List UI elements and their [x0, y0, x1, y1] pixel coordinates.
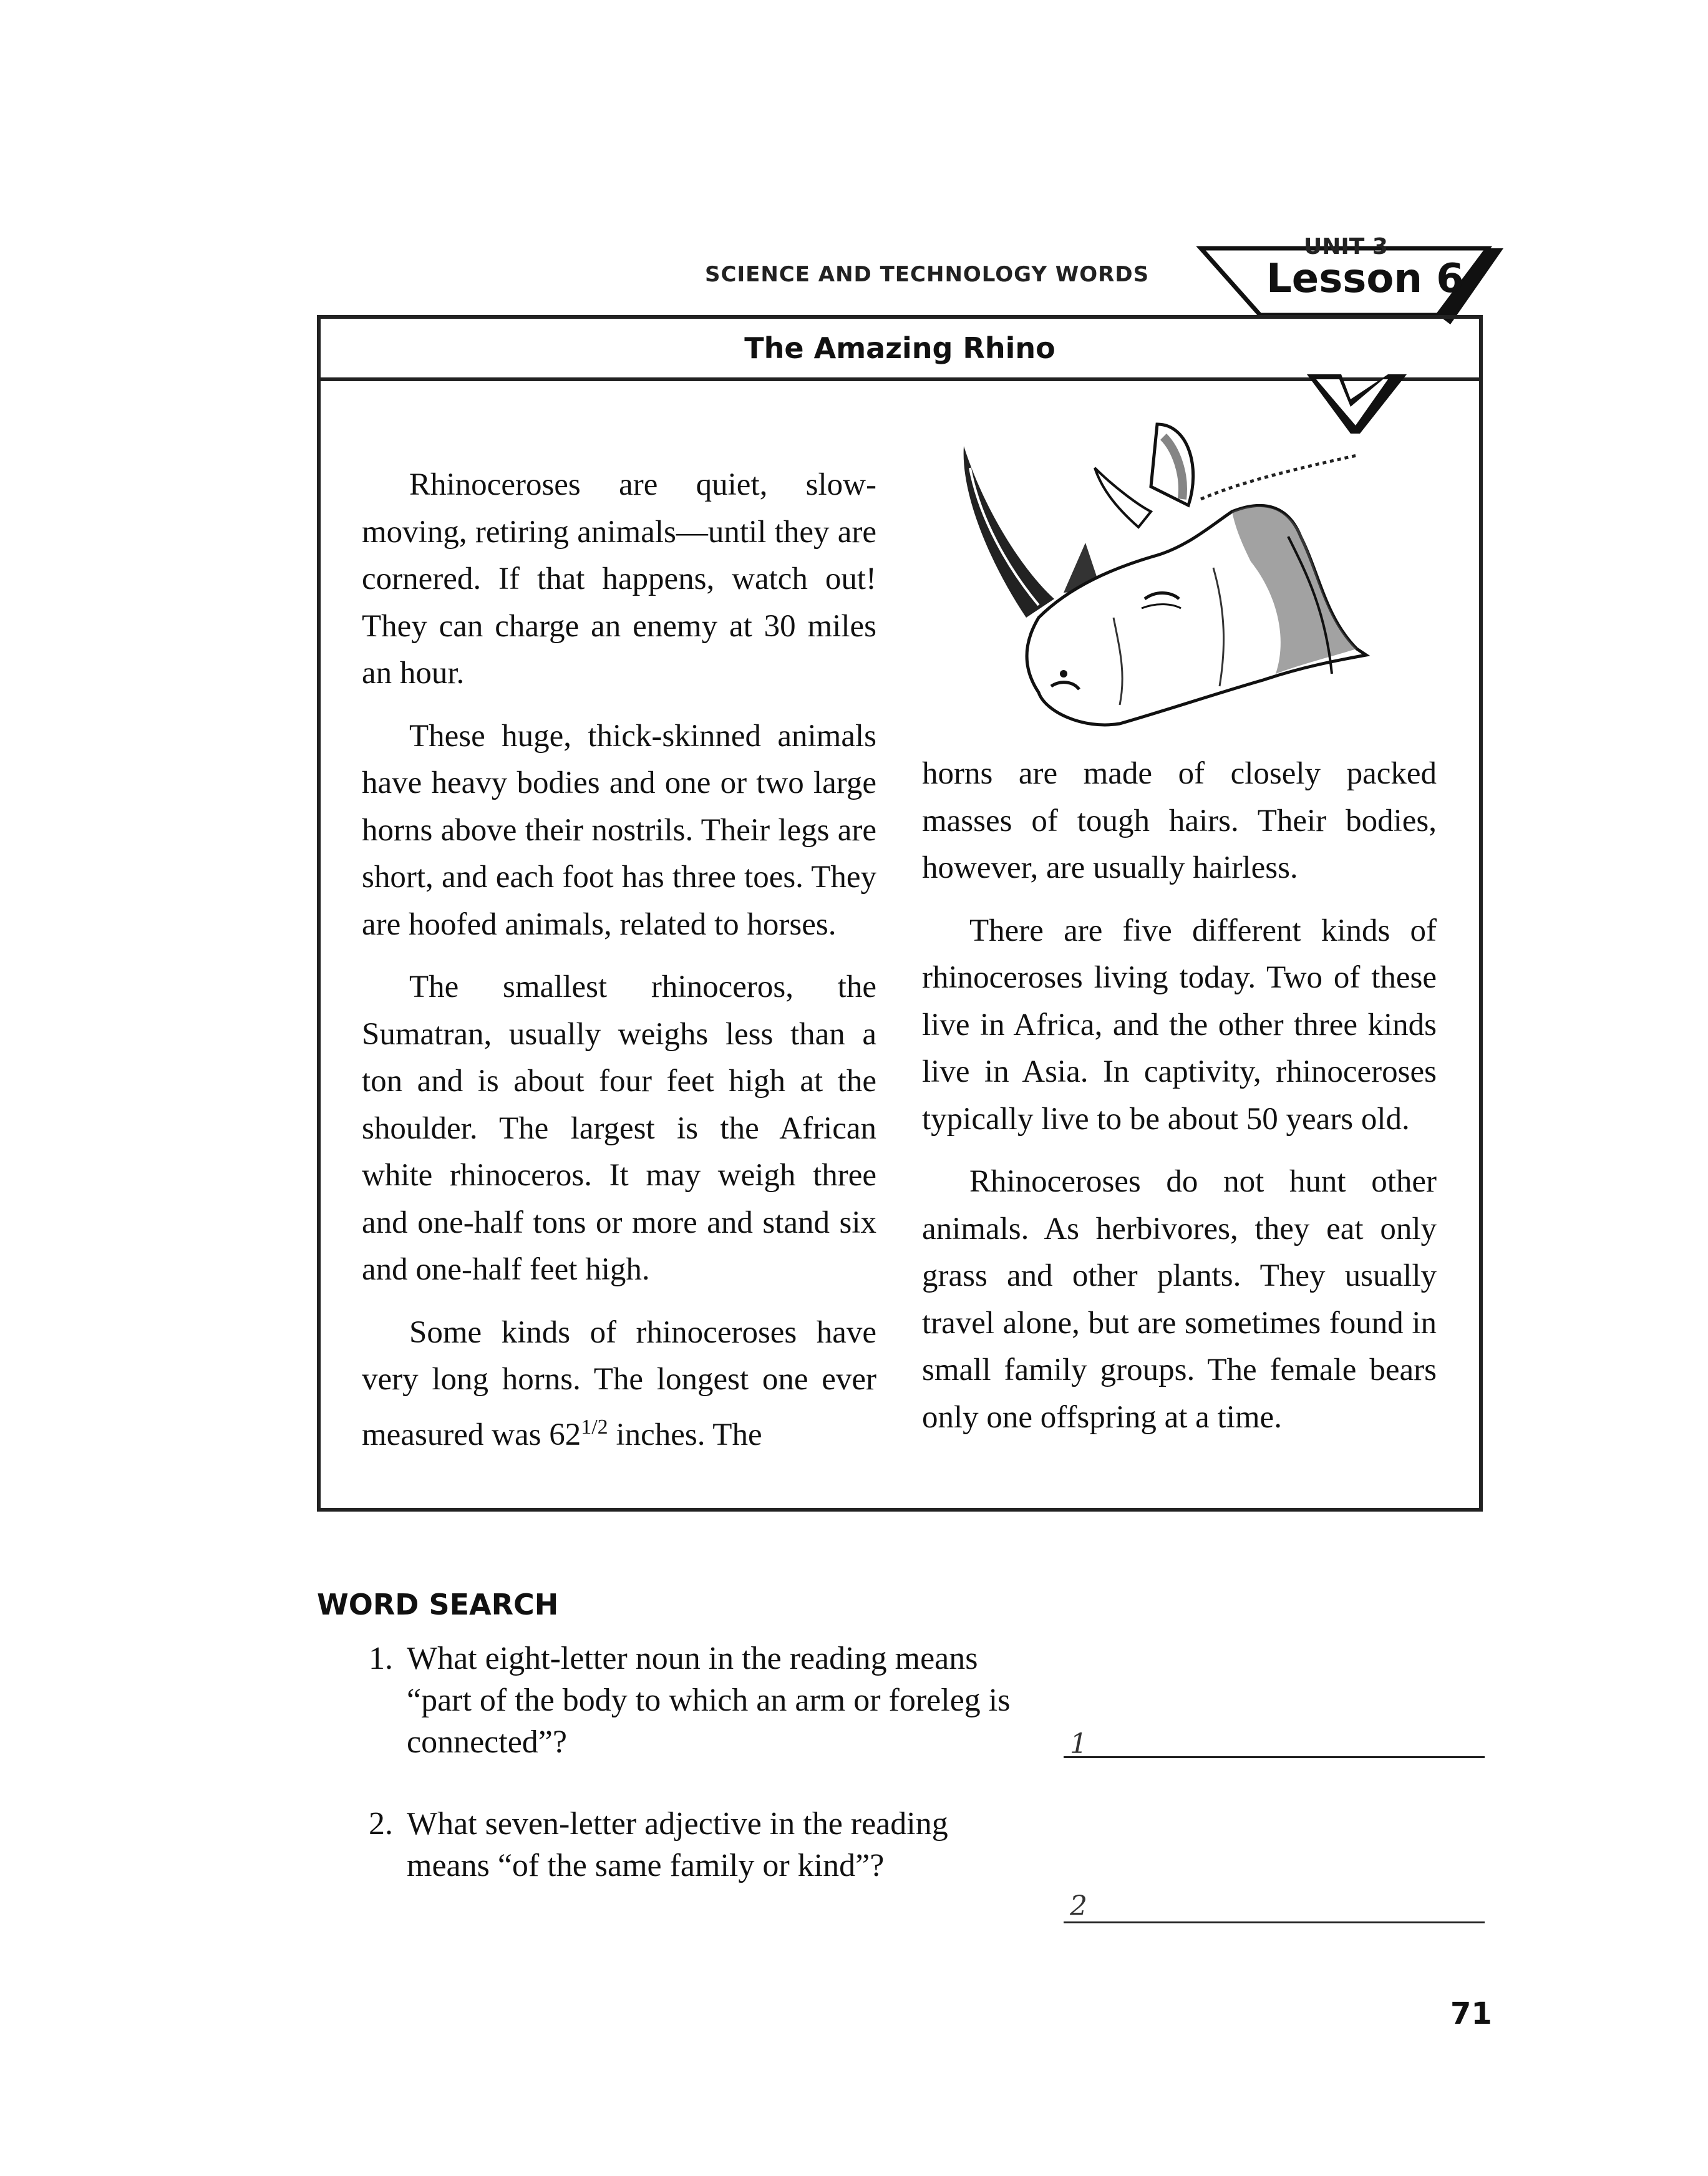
page-number: 71 [1450, 1996, 1492, 2031]
paragraph [362, 1309, 876, 1459]
paragraph-text: Some kinds of rhinoceroses have very long horns. The longest one ever measured was 62 [362, 1314, 876, 1452]
lesson-label: Lesson 6 [1266, 256, 1464, 302]
paragraph: horns are made of closely packed masses of tough hairs. Their bodies, however, are usually hairless. [922, 756, 1437, 885]
paragraph: Rhinoceroses are quiet, slow-moving, retiring animals—until they are cornered. If that happens, watch out! They can charge an enemy at 30 miles an hour. [362, 467, 876, 691]
category-heading: SCIENCE AND TECHNOLOGY WORDS [705, 262, 1150, 287]
paragraph: The smallest rhinoceros, the Sumatran, usually weighs less than a ton and is about four feet high at the shoulder. The largest is the African white rhinoceros. It may weigh three and one-half tons or more and stand six and one-half feet high. [362, 969, 876, 1287]
answer-number-mark: 1 [1070, 1728, 1087, 1760]
reading-left-column [362, 462, 876, 1474]
unit-label: UNIT 3 [1304, 234, 1388, 260]
question-1 [340, 1638, 1039, 1763]
answer-line-2[interactable] [1064, 1921, 1485, 1923]
paragraph: There are five different kinds of rhinoceroses living today. Two of these live in Africa, and the other three kinds live in Asia. In captivity, rhinoceroses typically live to be about 50 years old. [922, 913, 1437, 1137]
rhino-front-horn [964, 446, 1054, 618]
rhino-ear [1095, 468, 1151, 527]
reading-right-column [922, 750, 1437, 1457]
paragraph-text: inches. The [608, 1417, 762, 1452]
question-text: What seven-letter adjective in the reading means “of the same family or kind”? [407, 1806, 948, 1883]
word-search-heading: WORD SEARCH [317, 1588, 559, 1621]
reading-title: The Amazing Rhino [321, 319, 1479, 381]
rhino-illustration [951, 412, 1388, 736]
answer-number-mark: 2 [1070, 1890, 1087, 1922]
question-number: 1. [369, 1641, 393, 1676]
question-2 [340, 1803, 1039, 1887]
question-number: 2. [369, 1806, 393, 1842]
paragraph: Rhinoceroses do not hunt other animals. As herbivores, they eat only grass and other plants. They usually travel alone, but are sometimes found in small family groups. The female bears only one offspring at a time. [922, 1164, 1437, 1435]
fraction: 1/2 [581, 1415, 608, 1439]
answer-line-1[interactable] [1064, 1756, 1485, 1758]
paragraph: These huge, thick-skinned animals have heavy bodies and one or two large horns above their nostrils. Their legs are short, and each foot has three toes. They are hoofed animals, related to horses. [362, 718, 876, 942]
question-text: What eight-letter noun in the reading means “part of the body to which an arm or foreleg is connected”? [407, 1641, 1011, 1760]
